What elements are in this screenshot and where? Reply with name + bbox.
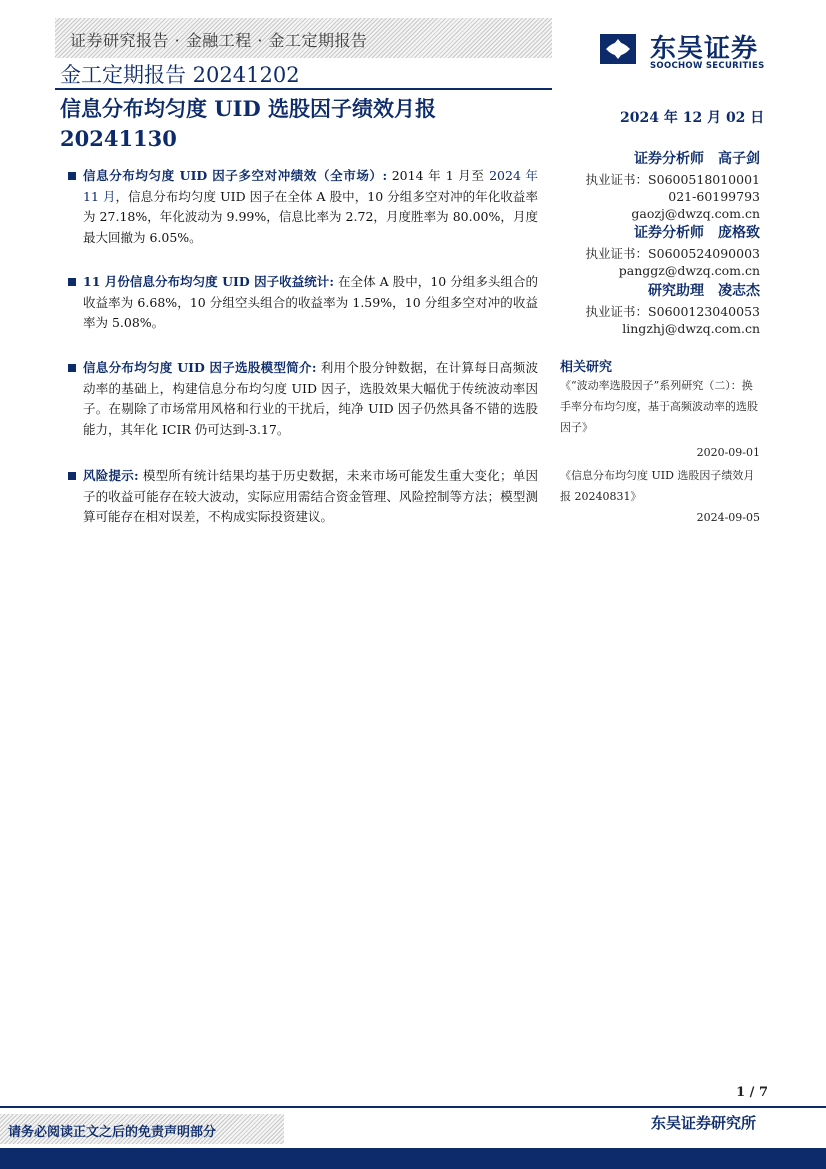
analyst-3-license: 执业证书：S0600123040053 xyxy=(585,304,760,319)
summary-bullet-2: 11 月份信息分布均匀度 UID 因子收益统计: 在全体 A 股中，10 分组多头组合的收益率为 6.68%，10 分组空头组合的收益率为 1.59%，10 分组多空对冲的收益率为 5.08%。 xyxy=(68,272,538,334)
analyst-1-license: 执业证书：S0600518010001 xyxy=(585,172,760,187)
analyst-2-email[interactable]: panggz@dwzq.com.cn xyxy=(618,263,760,278)
analyst-3-name: 研究助理 凌志杰 xyxy=(648,283,760,299)
report-type-label: 金工定期报告 20241202 xyxy=(60,63,300,87)
page-number: 1 / 7 xyxy=(736,1085,768,1100)
related-research-date-1: 2020-09-01 xyxy=(696,446,760,459)
bullet-square-icon xyxy=(68,364,76,372)
report-date: 2024 年 12 月 02 日 xyxy=(620,110,765,126)
soochow-logo-icon xyxy=(596,30,640,68)
bullet-square-icon xyxy=(68,278,76,286)
report-category-path: 证券研究报告 · 金融工程 · 金工定期报告 xyxy=(70,31,368,50)
bullet-heading: 风险提示: xyxy=(83,468,139,483)
firm-name-cn: 东吴证券 xyxy=(650,34,759,64)
related-research-date-2: 2024-09-05 xyxy=(696,511,760,524)
footer-divider xyxy=(0,1106,826,1108)
summary-bullet-1: 信息分布均匀度 UID 因子多空对冲绩效（全市场）: 2014 年 1 月至 2024 年 11 月，信息分布均匀度 UID 因子在全体 A 股中，10 分组多空对冲的年化收益率为 27.18%，年化波动为 9.99%，信息比率为 2.72，月度胜率为 80.00%，月度最大回撤为 6.05%。 xyxy=(68,166,538,248)
bullet-square-icon xyxy=(68,172,76,180)
analyst-2-license: 执业证书：S0600524090003 xyxy=(585,246,760,261)
report-title-line1: 信息分布均匀度 UID 选股因子绩效月报 xyxy=(60,96,436,121)
bullet-heading: 信息分布均匀度 UID 因子选股模型简介: xyxy=(83,360,317,375)
analyst-2-name: 证券分析师 庞格致 xyxy=(634,225,760,241)
analyst-1-phone: 021-60199793 xyxy=(668,189,760,204)
footer-firm-institute: 东吴证券研究所 xyxy=(650,1114,756,1132)
bullet-heading: 信息分布均匀度 UID 因子多空对冲绩效（全市场）: xyxy=(83,168,388,183)
footer-bottom-bar xyxy=(0,1148,826,1169)
related-research-title: 相关研究 xyxy=(560,360,613,375)
disclaimer-notice: 请务必阅读正文之后的免责声明部分 xyxy=(8,1125,217,1140)
bullet-square-icon xyxy=(68,472,76,480)
report-title xyxy=(60,94,560,154)
summary-bullet-3: 信息分布均匀度 UID 因子选股模型简介: 利用个股分钟数据，在计算每日高频波动率的基础上，构建信息分布均匀度 UID 因子，选股效果大幅优于传统波动率因子。在剔除了市场常用风格和行业的干扰后，纯净 UID 因子仍然具备不错的选股能力，其年化 ICIR 仍可达到-3.17。 xyxy=(68,358,538,440)
analyst-3-email[interactable]: lingzhj@dwzq.com.cn xyxy=(622,321,760,336)
report-title-line2: 20241130 xyxy=(60,126,177,151)
firm-name-en: SOOCHOW SECURITIES xyxy=(650,61,765,71)
bullet-heading: 11 月份信息分布均匀度 UID 因子收益统计: xyxy=(83,274,334,289)
date-range-highlight: 2024 年 11 月 xyxy=(83,168,538,204)
analyst-1-name: 证券分析师 高子剑 xyxy=(634,151,760,167)
summary-bullet-4: 风险提示: 模型所有统计结果均基于历史数据，未来市场可能发生重大变化；单因子的收益可能存在较大波动，实际应用需结合资金管理、风险控制等方法；模型测算可能存在相对误差，不构成实际投资建议。 xyxy=(68,466,538,528)
related-research-item-1[interactable]: 《“波动率选股因子”系列研究（二）：换手率分布均匀度，基于高频波动率的选股因子》 xyxy=(560,379,758,434)
analyst-1-email[interactable]: gaozj@dwzq.com.cn xyxy=(631,206,760,221)
related-research-item-2[interactable]: 《信息分布均匀度 UID 选股因子绩效月报 20240831》 xyxy=(560,469,755,503)
